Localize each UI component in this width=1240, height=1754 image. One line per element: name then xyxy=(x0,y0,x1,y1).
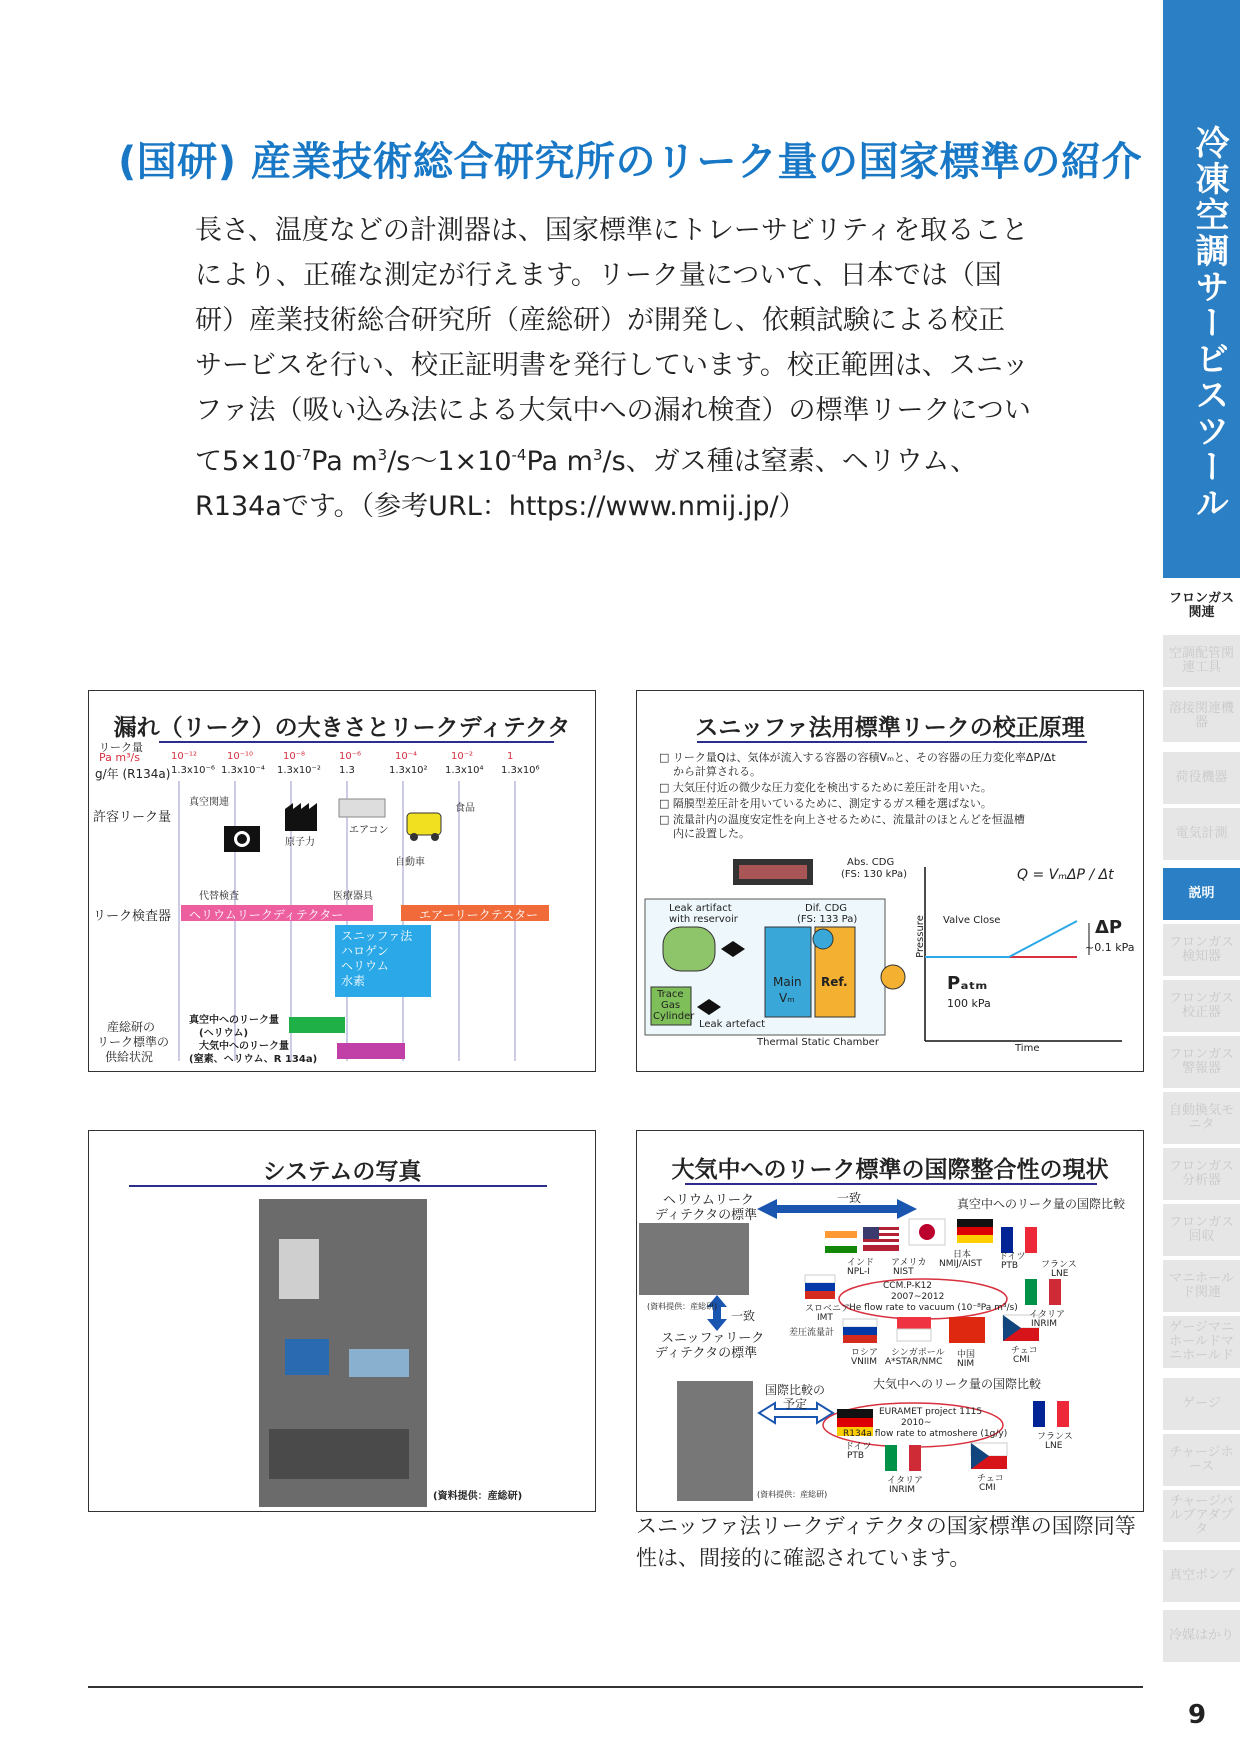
title-underline xyxy=(129,1185,547,1187)
pa-tick: 10⁻⁸ xyxy=(283,751,306,762)
country-label: イタリア xyxy=(887,1476,924,1486)
g-tick: 1.3x10⁻⁶ xyxy=(171,765,215,776)
sniffer-standard-label: ディテクタの標準 xyxy=(655,1346,758,1361)
country-label: ドイツ xyxy=(999,1252,1026,1262)
g-tick: 1.3x10⁶ xyxy=(501,765,540,776)
leak-rate-label: リーク量 xyxy=(99,741,143,754)
panel-title: システムの写真 xyxy=(262,1159,422,1185)
country-label: チェコ xyxy=(977,1474,1004,1484)
vm-label: Vₘ xyxy=(779,991,795,1005)
cat-label: 自動車 xyxy=(395,857,425,868)
institute-label: NMIJ/AIST xyxy=(939,1259,982,1269)
supply-label: (窒素、ヘリウム、R 134a) xyxy=(189,1054,318,1065)
sidebar-item-ventilation[interactable]: 自動換気モニタ xyxy=(1163,1092,1240,1144)
institute-label: PTB xyxy=(847,1451,865,1461)
sidebar-item-analyzer[interactable]: フロンガス分析器 xyxy=(1163,1148,1240,1200)
ref-label: Ref. xyxy=(821,975,848,989)
sidebar-item-vacuum-pump[interactable]: 真空ポンプ xyxy=(1163,1550,1240,1602)
intl-label: 予定 xyxy=(783,1397,808,1411)
pressure-axis-label: Pressure xyxy=(914,915,926,958)
ccm-label: He flow rate to vacuum (10⁻⁸Pa m³/s) xyxy=(849,1303,1018,1313)
sidebar-item-explanation[interactable]: 説明 xyxy=(1163,868,1240,920)
leak-artifact-label: with reservoir xyxy=(669,914,738,925)
sidebar-item-alarm[interactable]: フロンガス警報器 xyxy=(1163,1036,1240,1088)
cat-label: 原子力 xyxy=(285,837,315,848)
intro-line: 長さ、温度などの計測器は、国家標準にトレーサビリティを取ること xyxy=(195,215,1029,246)
country-label: スロベニア xyxy=(805,1304,851,1314)
cat-label: 真空関連 xyxy=(189,797,229,808)
g-tick: 1.3x10⁻⁴ xyxy=(221,765,265,776)
detector-label: リーク検査器 xyxy=(93,909,172,924)
sniffer-standard-label: スニッファリーク xyxy=(661,1331,765,1346)
aist-label: 供給状況 xyxy=(105,1050,154,1064)
credit-small: (資料提供：産総研) xyxy=(647,1302,718,1311)
valve-close-label: Valve Close xyxy=(943,915,1001,926)
sniffer-label: スニッファ法 xyxy=(341,929,413,943)
country-label: ロシア xyxy=(851,1348,879,1358)
euramet-label: R134a flow rate to atmoshere (1g/y) xyxy=(843,1429,1008,1439)
bullet-cont: 内に設置した。 xyxy=(673,827,750,840)
pa-tick: 1 xyxy=(507,751,514,762)
aist-label: リーク標準の xyxy=(97,1035,170,1049)
pa-tick: 10⁻² xyxy=(451,751,474,762)
country-label: アメリカ xyxy=(891,1258,927,1268)
sidebar-item-welding[interactable]: 溶接関連機器 xyxy=(1163,690,1240,742)
helium-bar-label: ヘリウムリークディテクター xyxy=(189,908,344,922)
diff-flow-label: 差圧流量計 xyxy=(789,1328,835,1338)
country-label: 中国 xyxy=(957,1350,976,1360)
sidebar-item-recovery[interactable]: フロンガス回収 xyxy=(1163,1204,1240,1256)
leak-artifact-label: Leak artifact xyxy=(669,903,732,914)
leak-artefact-label: Leak artefact xyxy=(699,1019,766,1030)
trace-label: Trace xyxy=(657,989,684,1000)
supply-label: (ヘリウム) xyxy=(199,1028,249,1039)
cat-label: エアコン xyxy=(349,825,389,836)
panel-title: スニッファ法用標準リークの校正原理 xyxy=(695,715,1085,741)
g-tick: 1.3x10⁴ xyxy=(445,765,484,776)
supply-label: 大気中へのリーク量 xyxy=(199,1041,289,1052)
sidebar-item-freon[interactable]: フロンガス関連 xyxy=(1163,580,1240,632)
patm-value: 100 kPa xyxy=(947,997,991,1010)
calibration-principle-panel xyxy=(636,690,1144,1072)
panel-title: 大気中へのリーク標準の国際整合性の現状 xyxy=(671,1157,1109,1183)
leak-scale-graphic xyxy=(89,691,596,1072)
intro-line: て$5\times 10^{-7}Pa$ $m^3/s\sim 1\times 10^{-4}Pa$ $m^3/s$、ガス種は窒素、ヘリウム、 xyxy=(195,446,978,477)
intro-paragraph xyxy=(195,208,1045,529)
g-tick: 1.3 xyxy=(339,765,355,776)
pa-tick: 10⁻⁴ xyxy=(395,751,418,762)
intro-line: R134aです。（参考URL：https://www.nmij.jp/） xyxy=(195,491,806,522)
institute-label: LNE xyxy=(1045,1441,1063,1451)
sidebar-item-charge-valve[interactable]: チャージバルブアダプタ xyxy=(1163,1490,1240,1542)
cat-label: 代替検査 xyxy=(199,891,239,902)
intro-line: サービスを行い、校正証明書を発行しています。校正範囲は、スニッ xyxy=(195,350,1029,381)
aist-label: 産総研の xyxy=(107,1020,156,1034)
institute-label: NIM xyxy=(957,1359,975,1369)
air-compare-label: 大気中へのリーク量の国際比較 xyxy=(873,1377,1042,1391)
sniffer-label: ハロゲン xyxy=(341,944,389,958)
intro-line: 研）産業技術総合研究所（産総研）が開発し、依頼試験による校正 xyxy=(195,305,1005,336)
g-tick: 1.3x10⁻² xyxy=(277,765,321,776)
trace-label: Gas xyxy=(661,1000,681,1011)
cat-label: 食品 xyxy=(455,803,475,814)
bullet-cont: から計算される。 xyxy=(673,765,761,778)
abs-cdg-label: Abs. CDG xyxy=(847,857,895,868)
institute-label: CMI xyxy=(1013,1355,1030,1365)
sidebar-item-handling[interactable]: 荷役機器 xyxy=(1163,752,1240,804)
caption-line: 性は、間接的に確認されています。 xyxy=(636,1546,971,1570)
country-label: イタリア xyxy=(1029,1310,1066,1320)
pa-tick: 10⁻¹⁰ xyxy=(227,751,254,762)
country-label: チェコ xyxy=(1011,1346,1038,1356)
sidebar-item-piping-tools[interactable]: 空調配管関連工具 xyxy=(1163,635,1240,687)
cat-label: 医療器具 xyxy=(333,891,373,902)
formula: Q = VₘΔP / Δt xyxy=(1017,867,1114,883)
vacuum-compare-label: 真空中へのリーク量の国際比較 xyxy=(957,1197,1126,1211)
footer-rule xyxy=(88,1686,1143,1688)
pa-tick: 10⁻¹² xyxy=(171,751,198,762)
unit-g: g/年 (R134a) xyxy=(95,767,171,781)
helium-standard-label: ディテクタの標準 xyxy=(655,1208,758,1223)
chamber-label: Thermal Static Chamber xyxy=(757,1037,879,1048)
sidebar-item-gauge-manifold[interactable]: ゲージマニホールドマニホールド xyxy=(1163,1316,1240,1368)
sidebar-item-calibrator[interactable]: フロンガス校正器 xyxy=(1163,980,1240,1032)
match-label: 一致 xyxy=(837,1191,862,1205)
country-label: ドイツ xyxy=(845,1442,872,1452)
sniffer-label: ヘリウム xyxy=(341,959,389,973)
euramet-label: EURAMET project 1115 xyxy=(879,1407,983,1417)
sniffer-label: 水素 xyxy=(341,974,366,988)
section-tab-label: 冷凍空調サービスツール xyxy=(1189,125,1229,521)
abs-cdg-label: (FS: 130 kPa) xyxy=(841,869,908,880)
intl-label: 国際比較の xyxy=(765,1383,826,1397)
panel-title: 漏れ（リーク）の大きさとリークディテクタ xyxy=(113,715,571,741)
intro-line: により、正確な測定が行えます。リーク量について、日本では（国 xyxy=(195,260,1002,291)
bullet: □ 流量計内の温度安定性を向上させるために、流量計のほとんどを恒温槽 xyxy=(659,813,1025,826)
euramet-label: 2010~ xyxy=(901,1418,932,1428)
institute-label: IMT xyxy=(817,1313,833,1323)
consistency-diagram xyxy=(637,1131,1144,1512)
panel4-caption xyxy=(636,1510,1156,1574)
institute-label: CMI xyxy=(979,1483,996,1493)
sidebar-item-detector[interactable]: フロンガス検知器 xyxy=(1163,924,1240,976)
ccm-label: 2007~2012 xyxy=(891,1292,945,1302)
unit-pa: Pa m³/s xyxy=(99,751,140,764)
pa-tick: 10⁻⁶ xyxy=(339,751,362,762)
credit-small: (資料提供：産総研) xyxy=(757,1490,828,1499)
sidebar-item-manifold[interactable]: マニホールド関連 xyxy=(1163,1260,1240,1312)
dif-cdg-label: Dif. CDG xyxy=(805,903,848,914)
intro-line: ファ法（吸い込み法による大気中への漏れ検査）の標準リークについ xyxy=(195,395,1031,426)
time-axis-label: Time xyxy=(1015,1043,1040,1054)
supply-label: 真空中へのリーク量 xyxy=(189,1015,279,1026)
international-consistency-panel xyxy=(636,1130,1144,1512)
institute-label: NPL-I xyxy=(847,1267,870,1277)
caption-line: スニッファ法リークディテクタの国家標準の国際同等 xyxy=(636,1514,1136,1538)
main-label: Main xyxy=(773,975,802,989)
bullet: □ 隔膜型差圧計を用いているために、測定するガス種を選ばない。 xyxy=(659,797,992,810)
delta-p-value: ~0.1 kPa xyxy=(1085,941,1135,954)
air-bar-label: エアーリークテスター xyxy=(419,908,539,922)
bullet: □ リーク量Qは、気体が流入する容器の容積Vₘと、その容器の圧力変化率ΔP/Δt xyxy=(659,751,1056,764)
institute-label: NIST xyxy=(893,1267,914,1277)
g-tick: 1.3x10² xyxy=(389,765,428,776)
page-number: 9 xyxy=(1188,1700,1207,1730)
leak-size-panel xyxy=(88,690,596,1072)
match-label: 一致 xyxy=(731,1309,756,1323)
system-photo-panel xyxy=(88,1130,596,1512)
sidebar-item-gauge[interactable]: ゲージ xyxy=(1163,1378,1240,1430)
bullet: □ 大気圧付近の微少な圧力変化を検出するために差圧計を用いた。 xyxy=(659,781,992,794)
patm-label: Pₐₜₘ xyxy=(947,973,988,994)
photo-credit: (資料提供：産総研) xyxy=(433,1491,523,1502)
page-title: (国研) 産業技術総合研究所のリーク量の国家標準の紹介 xyxy=(118,139,1142,185)
institute-label: LNE xyxy=(1051,1269,1069,1279)
ccm-label: CCM.P-K12 xyxy=(883,1281,933,1291)
country-label: インド xyxy=(847,1258,875,1268)
institute-label: INRIM xyxy=(889,1485,916,1495)
delta-p-label: ΔP xyxy=(1095,917,1123,938)
allow-label: 許容リーク量 xyxy=(93,810,172,825)
country-label: フランス xyxy=(1037,1432,1073,1442)
institute-label: VNIIM xyxy=(851,1357,877,1367)
country-label: 日本 xyxy=(953,1250,972,1260)
country-label: シンガポール xyxy=(891,1348,945,1358)
trace-label: Cylinder xyxy=(653,1011,695,1022)
institute-label: A*STAR/NMC xyxy=(885,1357,943,1367)
sidebar-item-electrical[interactable]: 電気計測 xyxy=(1163,808,1240,860)
institute-label: INRIM xyxy=(1031,1319,1058,1329)
institute-label: PTB xyxy=(1001,1261,1019,1271)
sidebar-item-charge-hose[interactable]: チャージホース xyxy=(1163,1434,1240,1486)
dif-cdg-label: (FS: 133 Pa) xyxy=(797,914,858,925)
country-label: フランス xyxy=(1041,1260,1077,1270)
system-photo xyxy=(259,1199,427,1507)
sidebar-item-scale[interactable]: 冷媒はかり xyxy=(1163,1610,1240,1662)
helium-standard-label: ヘリウムリーク xyxy=(663,1193,754,1208)
